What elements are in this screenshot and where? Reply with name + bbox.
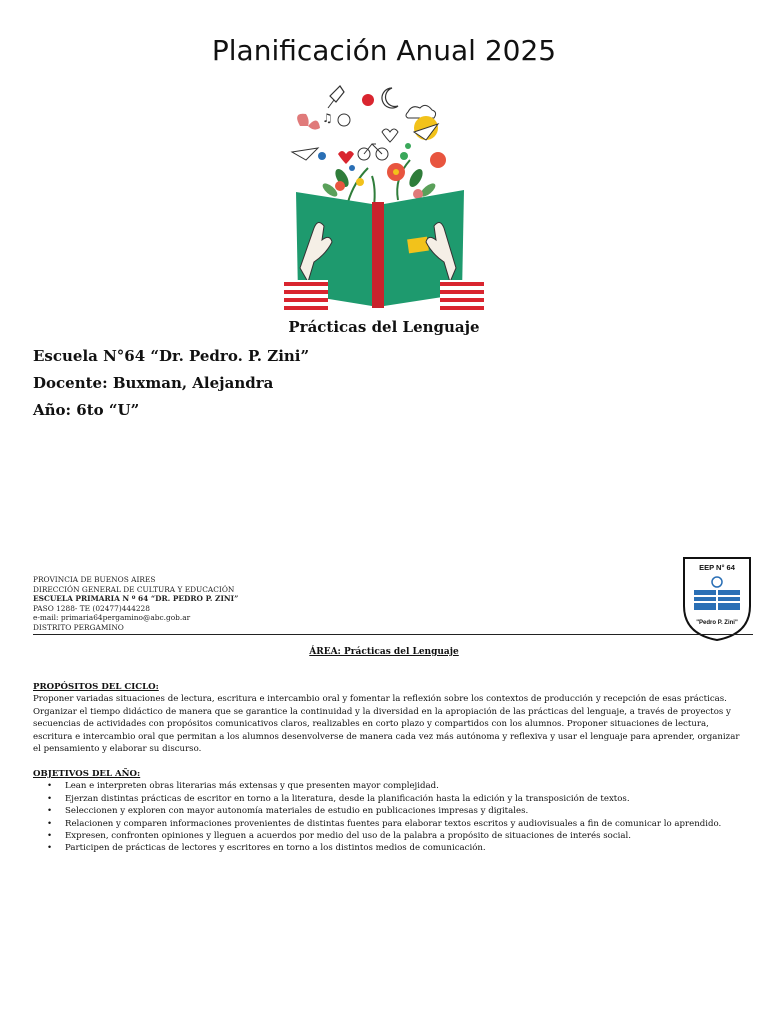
heart-icon bbox=[338, 151, 354, 164]
purposes-text: Proponer variadas situaciones de lectura, escritura e intercambio oral y fomentar la reflexión sobre los contextos de producción y recepción de esas prácticas. Organizar el tiempo didáctico de manera que se garantice la continuidad y la diversidad en la apropiación de las prácticas del lenguaje, a través de proyectos y secuencias de actividades con propósitos comunicativos claros, realizables en corto plazo y compartidos con los alumnos. Proponer situaciones de lectura, escritura e intercambio oral que permitan a los alumnos desenvolverse de manera cada vez más autónoma y reflexiva y usar el lenguaje para aprender, organizar el pensamiento y elaborar su discurso. bbox=[33, 694, 740, 755]
cloud-icon bbox=[406, 105, 436, 118]
purposes-heading: PROPÓSITOS DEL CICLO: bbox=[33, 682, 159, 692]
seal-bottom-text: "Pedro P. Zini" bbox=[696, 620, 738, 626]
letterhead-email: e-mail: primaria64pergamino@abc.gob.ar bbox=[33, 613, 191, 623]
letterhead-province: PROVINCIA DE BUENOS AIRES bbox=[33, 575, 156, 584]
page-title: Planificación Anual 2025 bbox=[211, 34, 557, 67]
moon-icon bbox=[382, 88, 398, 108]
teacher-line: Docente: Buxman, Alejandra bbox=[33, 374, 274, 392]
heart-outline-icon bbox=[382, 129, 398, 142]
grade-line: Año: 6to “U” bbox=[33, 401, 140, 419]
list-item: • Seleccionen y exploren con mayor autonomía materiales de estudio en publicaciones impresas y digitales. bbox=[33, 805, 745, 817]
letterhead-school: ESCUELA PRIMARIA N º 64 “DR. PEDRO P. ZINI” bbox=[33, 594, 239, 604]
school-seal bbox=[680, 554, 754, 642]
bicycle-icon bbox=[358, 144, 388, 160]
purposes-section bbox=[33, 681, 745, 755]
list-item: • Ejerzan distintas prácticas de escritor en torno a la literatura, desde la planificación hasta la edición y la transposición de textos. bbox=[33, 793, 745, 805]
letterhead-district: DISTRITO PERGAMINO bbox=[33, 622, 124, 632]
music-note-icon: ♫ bbox=[322, 111, 333, 125]
divider bbox=[33, 634, 753, 635]
book-illustration bbox=[278, 82, 490, 314]
list-item: • Relacionen y comparen informaciones provenientes de distintas fuentes para elaborar textos escritos y audiovisuales a fin de comunicar lo aprendido. bbox=[33, 818, 745, 830]
letterhead-address: PASO 1288- TE (02477)444228 bbox=[33, 603, 150, 613]
apple-icon bbox=[362, 94, 374, 106]
list-item: • Lean e interpreten obras literarias más extensas y que presenten mayor complejidad. bbox=[33, 780, 745, 792]
area-heading: ÁREA: Prácticas del Lenguaje bbox=[309, 647, 459, 657]
objectives-heading: OBJETIVOS DEL AÑO: bbox=[33, 769, 141, 779]
paper-plane-small-icon bbox=[292, 148, 318, 160]
butterfly-icon bbox=[297, 114, 320, 130]
letterhead bbox=[33, 575, 238, 633]
ball-icon bbox=[400, 152, 408, 160]
shell-icon bbox=[338, 114, 350, 126]
book-spine bbox=[372, 202, 384, 308]
book-label bbox=[407, 237, 429, 254]
objectives-list bbox=[33, 780, 745, 854]
seal-top-text: EEP N° 64 bbox=[699, 563, 735, 572]
subject-title: Prácticas del Lenguaje bbox=[288, 318, 480, 336]
eye-icon bbox=[318, 152, 326, 160]
letterhead-direction: DIRECCIÓN GENERAL DE CULTURA Y EDUCACIÓN bbox=[33, 584, 235, 594]
rocket-icon bbox=[328, 86, 344, 108]
school-line: Escuela N°64 “Dr. Pedro. P. Zini” bbox=[33, 347, 310, 365]
list-item: • Participen de prácticas de lectores y escritores en torno a los distintos medios de comunicación. bbox=[33, 842, 745, 854]
list-item: • Expresen, confronten opiniones y lleguen a acuerdos por medio del uso de la palabra a propósito de situaciones de interés social. bbox=[33, 830, 745, 842]
objectives-section bbox=[33, 768, 745, 855]
